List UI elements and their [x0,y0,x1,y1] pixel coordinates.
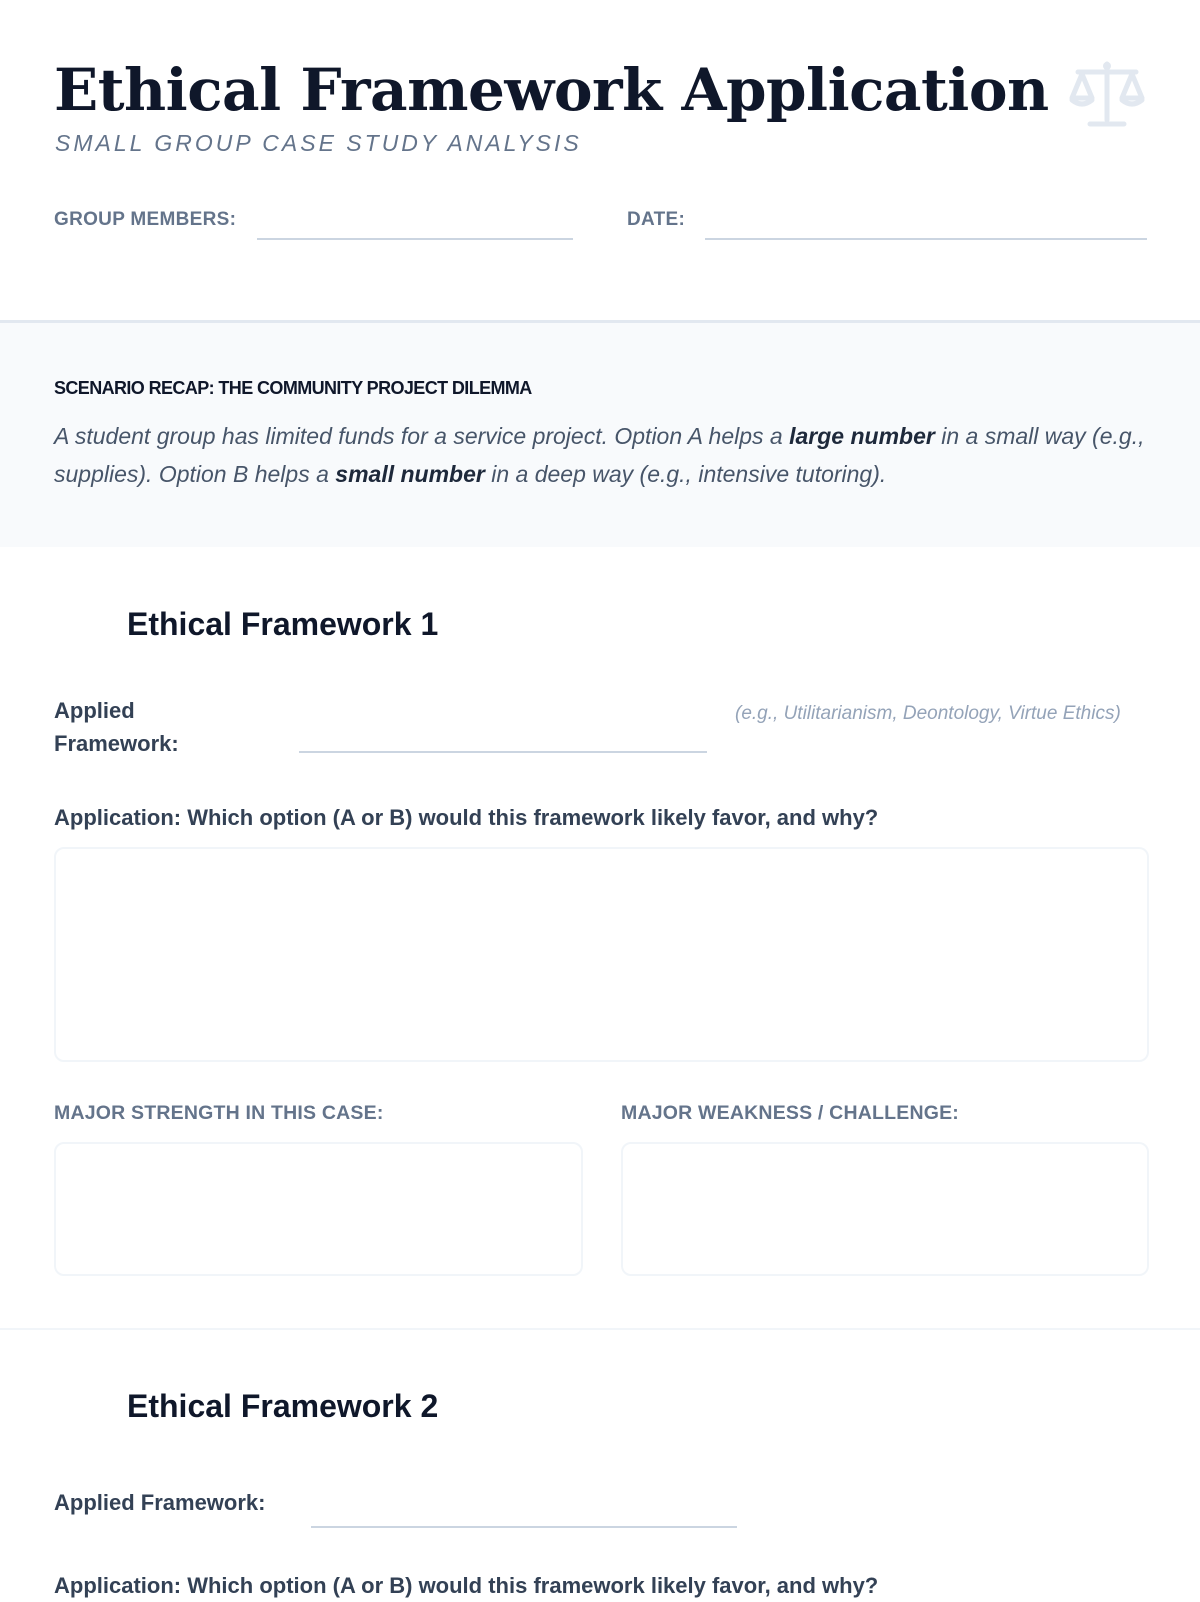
framework-1-strength-label: MAJOR STRENGTH IN THIS CASE: [54,1102,384,1124]
date-field[interactable] [705,238,1147,240]
scenario-text-part: in a small way (e.g., supplies). Option B helps a [54,423,1145,487]
scenario-text [54,417,1146,493]
framework-2-heading: Ethical Framework 2 [127,1388,439,1424]
framework-2-applied-field[interactable] [311,1526,737,1528]
framework-1-hint: (e.g., Utilitarianism, Deontology, Virtue Ethics) [735,703,1121,724]
page-header [0,0,1200,322]
page-subtitle: SMALL GROUP CASE STUDY ANALYSIS [55,130,582,156]
framework-1-application-box[interactable] [54,847,1149,1062]
scenario-text-part: A student group has limited funds for a service project. Option A helps a [54,423,790,449]
framework-2-application-label: Application: Which option (A or B) would this framework likely favor, and why? [54,1573,879,1598]
framework-1-applied-field[interactable] [299,751,707,753]
framework-1-weakness-label: MAJOR WEAKNESS / CHALLENGE: [621,1102,959,1124]
scenario-title: SCENARIO RECAP: THE COMMUNITY PROJECT DILEMMA [54,378,532,398]
framework-2-applied-label: Applied Framework: [54,1490,266,1515]
date-label: DATE: [627,209,686,230]
framework-1-strength-box[interactable] [54,1142,583,1276]
page-title: Ethical Framework Application [54,56,1049,124]
framework-1-application-label: Application: Which option (A or B) would this framework likely favor, and why? [54,805,879,830]
scenario-text-part: in a deep way (e.g., intensive tutoring). [484,461,887,487]
scale-icon [1068,58,1146,130]
scenario-panel [0,323,1200,547]
group-members-label: GROUP MEMBERS: [54,209,237,230]
framework-1-heading: Ethical Framework 1 [127,606,439,642]
section-divider [0,1328,1200,1330]
group-members-field[interactable] [257,238,573,240]
scenario-emphasis-small: small number [335,461,485,487]
framework-1-applied-label: Applied Framework: [54,698,179,756]
scenario-emphasis-large: large number [789,423,935,449]
framework-1-weakness-box[interactable] [621,1142,1149,1276]
